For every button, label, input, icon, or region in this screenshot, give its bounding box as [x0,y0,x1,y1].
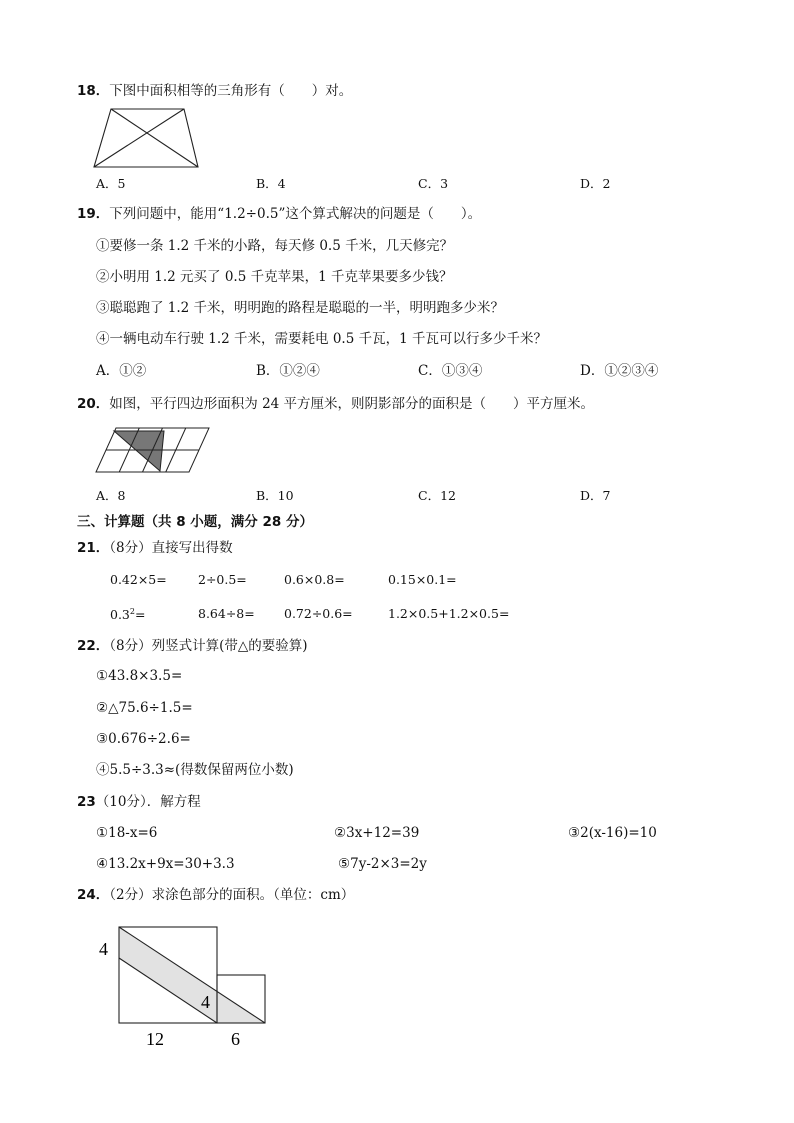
q21-r2-c1-base: 0.3 [110,607,130,623]
q22-stem [77,640,308,654]
q22-item-2: ②△75.6÷1.5= [96,700,193,716]
q23-item-5: ⑤7y-2×3=2y [338,856,427,872]
q24-label-inner-4: 4 [201,992,210,1012]
q22-item-3: ③0.676÷2.6= [96,731,191,747]
q18-option-d: D．2 [580,176,611,191]
q22-item-1: ①43.8×3.5= [96,668,183,684]
q20-stem [77,398,594,412]
section-3-title: 三、计算题（共 8 小题，满分 28 分） [77,514,313,530]
q24-label-bottom-6: 6 [231,1029,240,1049]
q18-number: 18． [77,83,110,99]
q19-item-2: ②小明用 1.2 元买了 0.5 千克苹果，1 千克苹果要多少钱？ [96,269,453,285]
q21-r1-c2: 2÷0.5= [198,572,247,587]
q21-r2-c1-equals: = [134,607,146,623]
q20-number: 20． [77,396,110,412]
q24-text: （2分）求涂色部分的面积。（单位：cm） [109,887,355,903]
q19-text: 下列问题中，能用“1.2÷0.5”这个算式解决的问题是（ ）。 [109,206,482,222]
q24-stem [77,889,354,903]
q23-item-2: ②3x+12=39 [334,825,420,841]
q21-r1-c1: 0.42×5= [110,572,167,587]
q18-option-a: A．5 [96,176,126,191]
q23-item-3: ③2(x-16)=10 [568,825,657,841]
q20-option-b: B．10 [256,488,294,503]
q20-option-a: A．8 [96,488,126,503]
q19-option-d: D．①②③④ [580,363,659,379]
q18-text: 下图中面积相等的三角形有（ ）对。 [109,83,353,99]
q22-item-4: ④5.5÷3.3≈(得数保留两位小数) [96,762,294,778]
q22-number: 22． [77,638,110,654]
q21-r2-c1 [110,608,145,622]
q19-number: 19． [77,206,110,222]
q21-stem [77,542,233,556]
q19-option-b: B．①②④ [256,363,320,379]
q18-option-b: B．4 [256,176,286,191]
q23-number: 23 [77,794,96,810]
q21-r2-c1-exponent: 2 [129,607,135,616]
q21-r2-c2: 8.64÷8= [198,606,255,621]
q20-option-d: D．7 [580,488,611,503]
q21-r2-c4: 1.2×0.5+1.2×0.5= [388,606,510,621]
q20-parallelogram-figure [94,426,212,474]
q18-stem [77,85,352,99]
q20-text: 如图，平行四边形面积为 24 平方厘米，则阴影部分的面积是（ ）平方厘米。 [109,396,595,412]
q18-option-c: C．3 [418,176,449,191]
q19-item-4: ④一辆电动车行驶 1.2 千米，需要耗电 0.5 千瓦，1 千瓦可以行多少千米？ [96,331,547,347]
q21-number: 21． [77,540,110,556]
q21-text: （8分）直接写出得数 [109,540,233,556]
q24-number: 24． [77,887,110,903]
q21-r1-c3: 0.6×0.8= [284,572,345,587]
q23-stem [77,796,201,810]
q23-item-4: ④13.2x+9x=30+3.3 [96,856,235,872]
q20-option-c: C．12 [418,488,456,503]
q19-stem [77,208,481,222]
q24-shaded-figure [94,920,274,1054]
q21-r1-c4: 0.15×0.1= [388,572,457,587]
q22-text: （8分）列竖式计算(带△的要验算) [109,638,308,654]
q19-option-c: C．①③④ [418,363,483,379]
q19-item-3: ③聪聪跑了 1.2 千米，明明跑的路程是聪聪的一半，明明跑多少米？ [96,300,505,316]
q23-text: （10分）．解方程 [95,794,201,810]
q24-label-bottom-12: 12 [146,1029,164,1049]
q23-item-1: ①18-x=6 [96,825,158,841]
q18-triangle-figure [93,107,199,169]
q21-r2-c3: 0.72÷0.6= [284,606,353,621]
q19-option-a: A．①② [96,363,147,379]
q19-item-1: ①要修一条 1.2 千米的小路，每天修 0.5 千米，几天修完？ [96,238,454,254]
q24-label-left-4: 4 [99,939,108,959]
